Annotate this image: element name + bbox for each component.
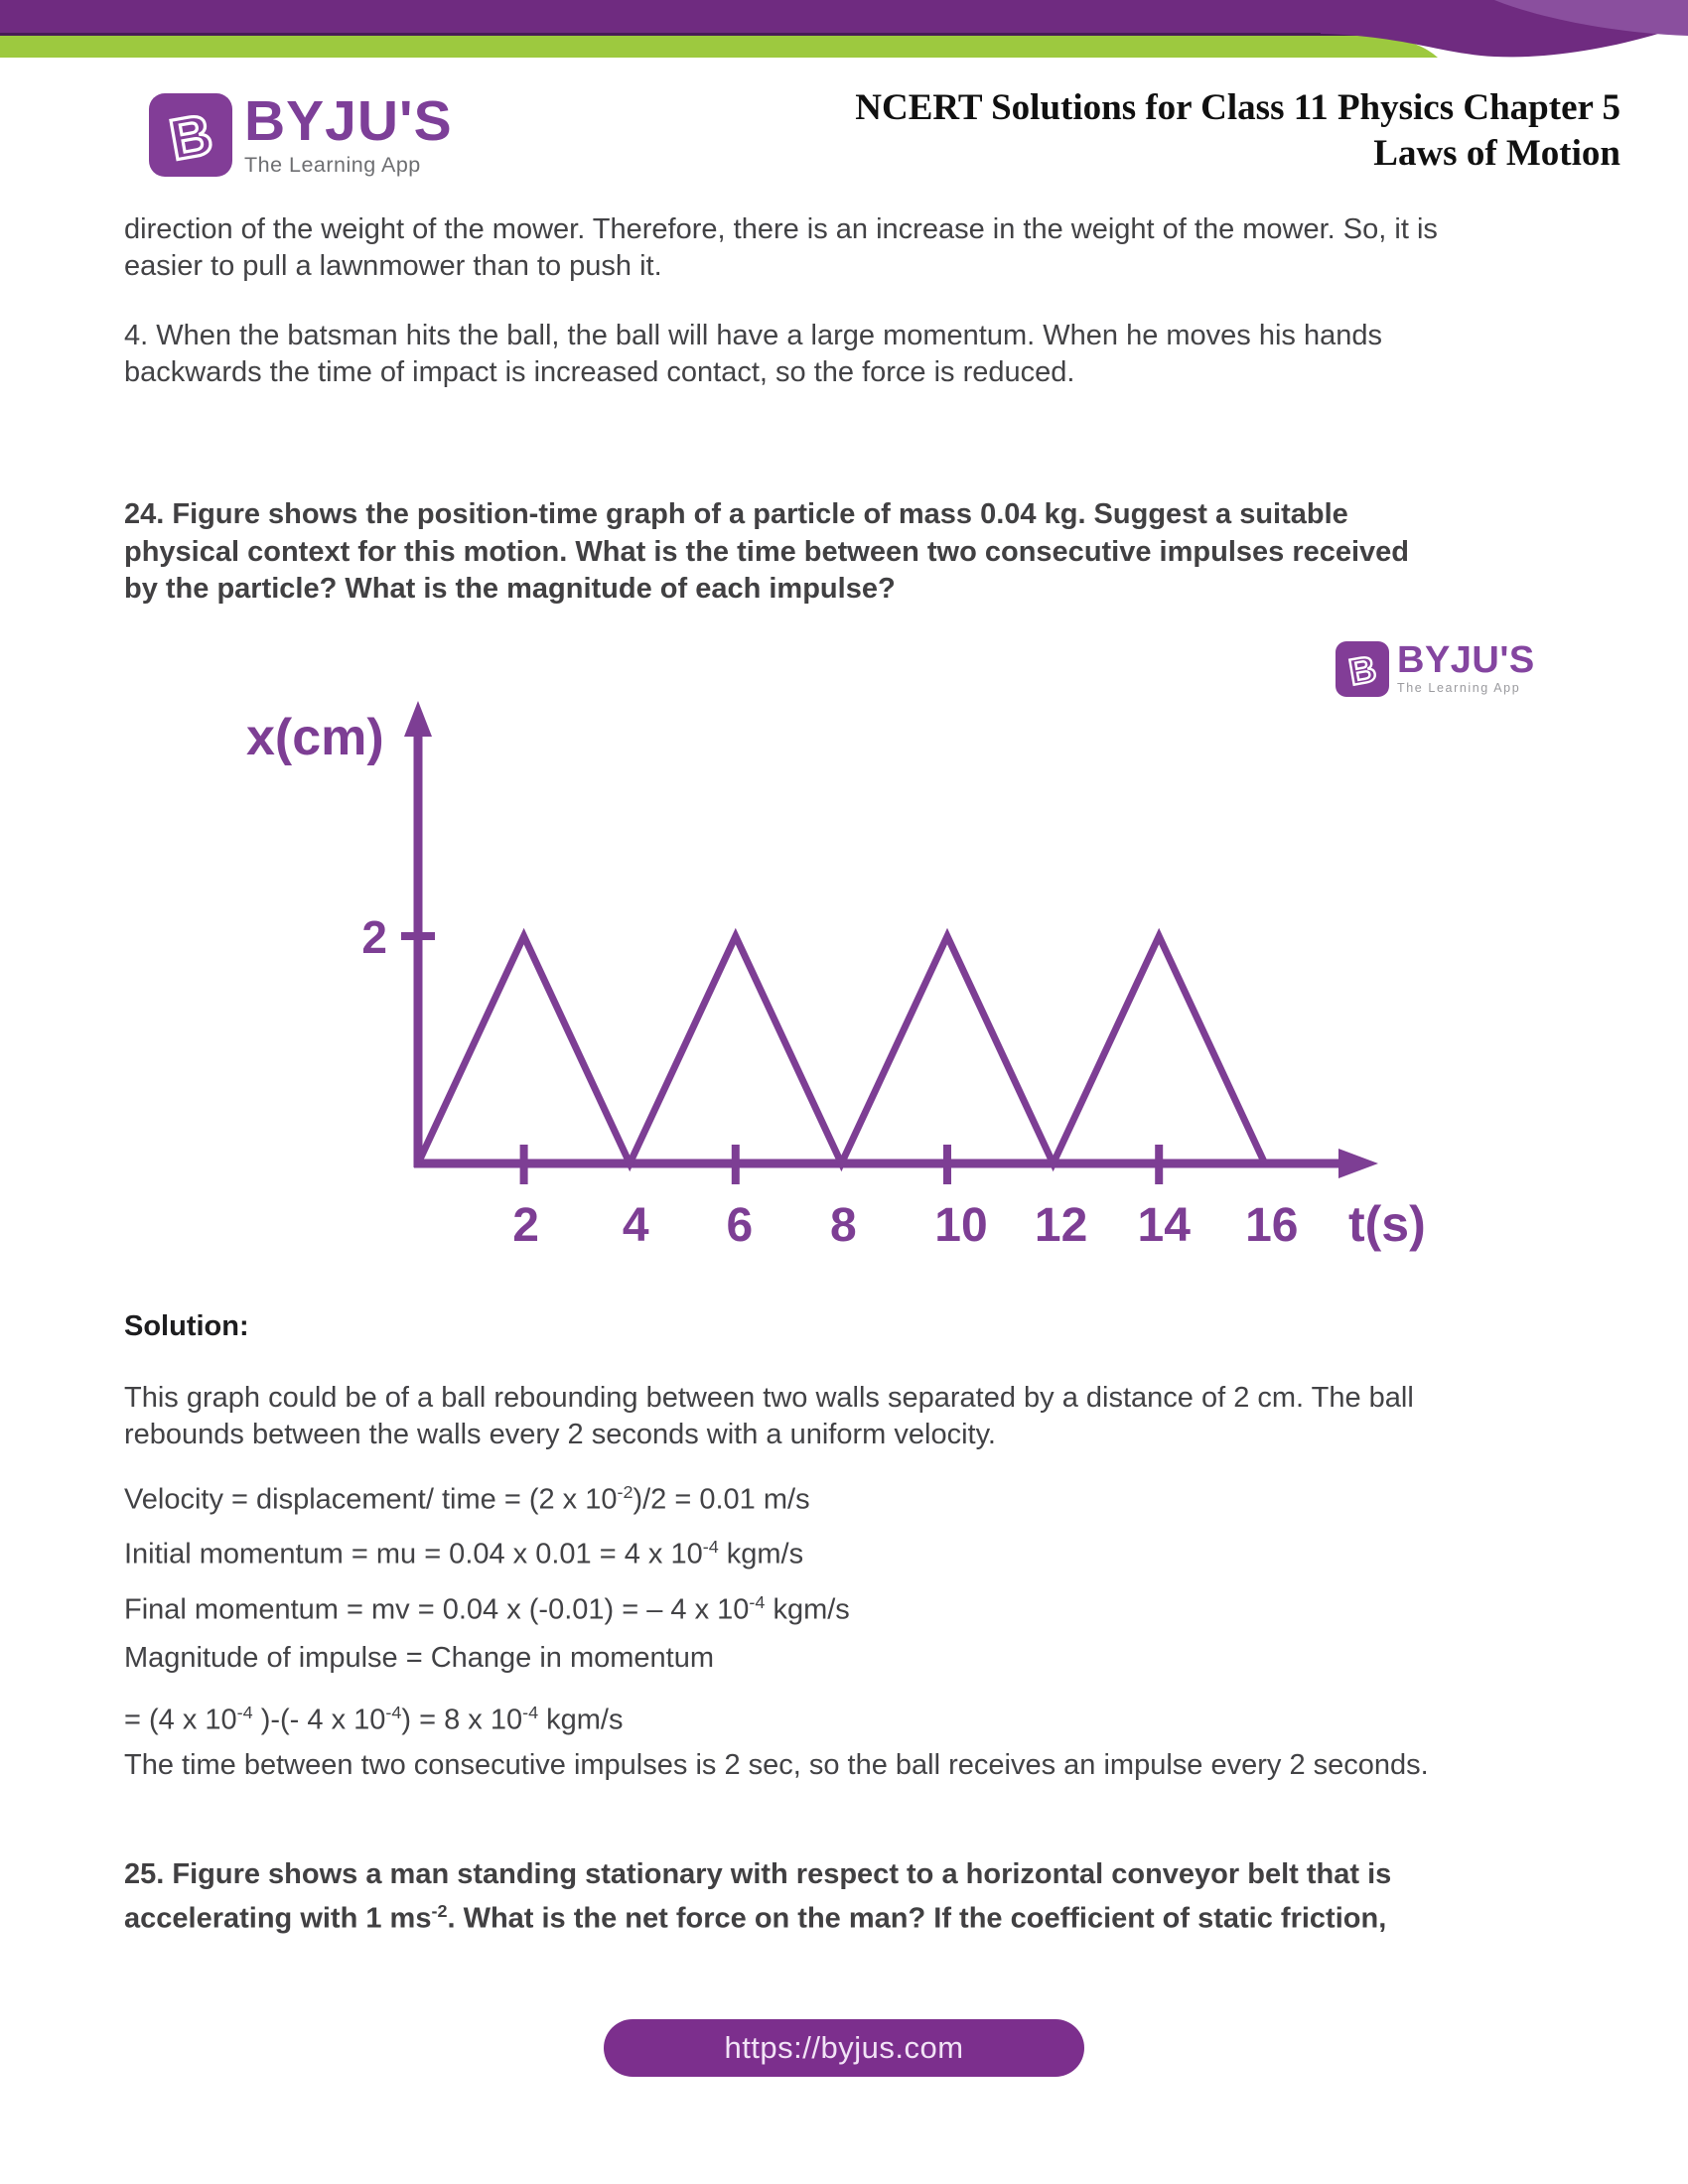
- paragraph-mower-line1: direction of the weight of the mower. Therefore, there is an increase in the weight of the mower. So, it is: [124, 213, 1438, 245]
- solution-heading: Solution:: [124, 1310, 249, 1342]
- paragraph-batsman: [124, 318, 1382, 390]
- paragraph-mower: [124, 211, 1438, 284]
- solution-conclusion: The time between two consecutive impulses is 2 sec, so the ball receives an impulse every 2 seconds.: [124, 1749, 1429, 1781]
- question-24: [124, 496, 1409, 609]
- byjus-watermark-letter: B: [1345, 647, 1379, 693]
- superscript: -4: [522, 1703, 539, 1722]
- header-green-bar: [0, 36, 1438, 58]
- byjus-watermark-wordmark: BYJU'S: [1397, 639, 1535, 681]
- question-25-line1: 25. Figure shows a man standing stationary with respect to a horizontal conveyor belt that is: [124, 1858, 1392, 1890]
- superscript: -2: [431, 1901, 448, 1921]
- paragraph-batsman-line2: backwards the time of impact is increased contact, so the force is reduced.: [124, 355, 1075, 388]
- byjus-logo: [149, 89, 453, 178]
- byjus-logo-icon: [149, 93, 232, 177]
- wave-line: [418, 936, 1265, 1163]
- equation-impulse-label: Magnitude of impulse = Change in momentum: [124, 1642, 715, 1674]
- superscript: -4: [702, 1537, 719, 1557]
- x-tick-label: 12: [1034, 1199, 1088, 1252]
- question-24-line1: 24. Figure shows the position-time graph of a particle of mass 0.04 kg. Suggest a suitable: [124, 498, 1348, 530]
- y-axis-arrow-icon: [404, 701, 432, 737]
- byjus-logo-text: [244, 89, 453, 178]
- header-divider-line: [0, 33, 1390, 36]
- x-axis-label: t(s): [1348, 1196, 1426, 1252]
- x-tick-label: 4: [622, 1199, 649, 1252]
- superscript: -4: [749, 1592, 766, 1612]
- superscript: -2: [617, 1482, 633, 1502]
- x-tick-labels-group: [512, 1199, 1298, 1252]
- question-24-line2: physical context for this motion. What is the time between two consecutive impulses received: [124, 535, 1410, 568]
- equation-velocity: Velocity = displacement/ time = (2 x $10^{-2})/2 = 0.01$ m/s: [124, 1482, 810, 1516]
- question-25-line2: accelerating with 1 $ms^{-2}$. What is the net force on the man? If the coefficient of static friction,: [124, 1901, 1387, 1935]
- y-axis-label: x(cm): [246, 709, 384, 766]
- solution-paragraph-line2: rebounds between the walls every 2 seconds with a uniform velocity.: [124, 1418, 996, 1450]
- equation-final-momentum: Final momentum = mv = 0.04 x (-0.01) = – 4 x $10^{-4}$ kgm/s: [124, 1592, 850, 1626]
- x-tick-label: 16: [1245, 1199, 1299, 1252]
- byjus-wordmark: BYJU'S: [244, 89, 453, 153]
- page-title-line1: NCERT Solutions for Class 11 Physics Chapter 5: [855, 87, 1620, 128]
- x-axis-arrow-icon: [1338, 1149, 1378, 1178]
- byjus-logo-letter: B: [165, 101, 217, 174]
- solution-paragraph: [124, 1380, 1414, 1452]
- x-tick-label: 6: [726, 1199, 754, 1252]
- x-tick-label: 14: [1137, 1199, 1191, 1252]
- equation-impulse: = (4 x $10^{-4}$ )-(- 4 x $10^{-4}) = 8$ x $10^{-4}$ kgm/s: [124, 1703, 624, 1736]
- graph-svg: [228, 675, 1479, 1271]
- byjus-watermark-tagline: The Learning App: [1397, 681, 1521, 695]
- y-tick-label: 2: [361, 911, 387, 963]
- page-title-line2: Laws of Motion: [1373, 133, 1620, 174]
- byjus-tagline: The Learning App: [244, 153, 421, 177]
- paragraph-batsman-line1: 4. When the batsman hits the ball, the ball will have a large momentum. When he moves his hands: [124, 320, 1382, 351]
- superscript: -4: [385, 1703, 402, 1722]
- equation-initial-momentum: Initial momentum = mu = 0.04 x 0.01 = 4 x $10^{-4}$ kgm/s: [124, 1537, 804, 1570]
- x-tick-label: 8: [830, 1199, 857, 1252]
- question-25: [124, 1856, 1391, 1938]
- x-tick-label: 2: [512, 1199, 539, 1252]
- page-title: [855, 85, 1620, 177]
- footer-url-button[interactable]: https://byjus.com: [604, 2019, 1084, 2077]
- header-band: [0, 0, 1688, 89]
- x-tick-label: 10: [934, 1199, 988, 1252]
- paragraph-mower-line2: easier to pull a lawnmower than to push it.: [124, 249, 662, 282]
- solution-paragraph-line1: This graph could be of a ball rebounding between two walls separated by a distance of 2 cm. The ball: [124, 1382, 1414, 1414]
- question-24-line3: by the particle? What is the magnitude of each impulse?: [124, 573, 896, 605]
- superscript: -4: [236, 1703, 253, 1722]
